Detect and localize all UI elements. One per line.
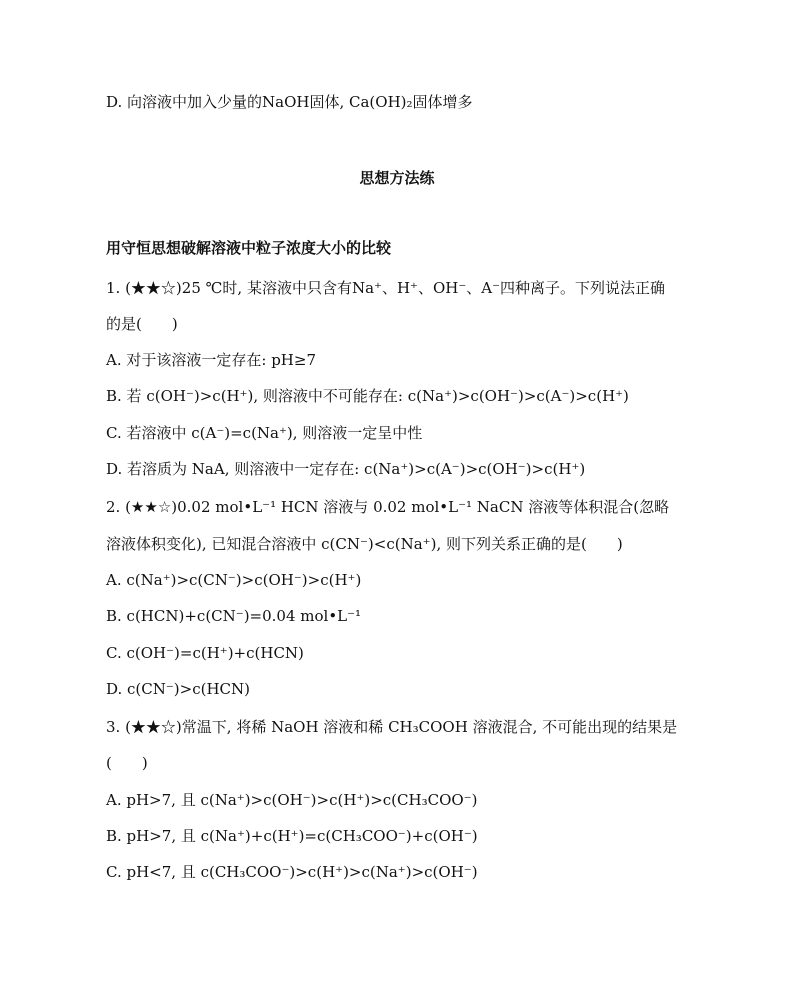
- question-1-option-d: D. 若溶质为 NaA, 则溶液中一定存在: c(Na⁺)>c(A⁻)>c(OH⁻)>c(H⁺): [106, 460, 586, 478]
- question-3-option-c: C. pH<7, 且 c(CH₃COO⁻)>c(H⁺)>c(Na⁺)>c(OH⁻): [106, 863, 478, 881]
- question-3-stem: 3. (★★☆)常温下, 将稀 NaOH 溶液和稀 CH₃COOH 溶液混合, 不可能出现的结果是: [106, 718, 678, 736]
- question-2-stem: 2. (★★☆)0.02 mol•L⁻¹ HCN 溶液与 0.02 mol•L⁻¹ NaCN 溶液等体积混合(忽略: [106, 498, 670, 516]
- question-2-stem-cont: 溶液体积变化), 已知混合溶液中 c(CN⁻)<c(Na⁺), 则下列关系正确的是( ): [106, 535, 623, 553]
- question-2-option-c: C. c(OH⁻)=c(H⁺)+c(HCN): [106, 644, 304, 662]
- question-1-option-c: C. 若溶液中 c(A⁻)=c(Na⁺), 则溶液一定呈中性: [106, 424, 423, 442]
- question-1-option-b: B. 若 c(OH⁻)>c(H⁺), 则溶液中不可能存在: c(Na⁺)>c(OH⁻)>c(A⁻)>c(H⁺): [106, 387, 629, 405]
- question-2-option-a: A. c(Na⁺)>c(CN⁻)>c(OH⁻)>c(H⁺): [106, 571, 362, 589]
- section-title: 思想方法练: [359, 169, 435, 187]
- question-3-option-b: B. pH>7, 且 c(Na⁺)+c(H⁺)=c(CH₃COO⁻)+c(OH⁻): [106, 827, 478, 845]
- question-1-option-a: A. 对于该溶液一定存在: pH≥7: [106, 351, 316, 369]
- question-3-stem-cont: ( ): [106, 754, 148, 772]
- option-d-previous: D. 向溶液中加入少量的NaOH固体, Ca(OH)₂固体增多: [106, 93, 473, 111]
- subsection-title: 用守恒思想破解溶液中粒子浓度大小的比较: [106, 239, 392, 257]
- question-3-option-a: A. pH>7, 且 c(Na⁺)>c(OH⁻)>c(H⁺)>c(CH₃COO⁻): [106, 791, 478, 809]
- question-1-stem-cont: 的是( ): [106, 315, 178, 333]
- question-2-option-b: B. c(HCN)+c(CN⁻)=0.04 mol•L⁻¹: [106, 607, 362, 625]
- question-1-stem: 1. (★★☆)25 ℃时, 某溶液中只含有Na⁺、H⁺、OH⁻、A⁻四种离子。下列说法正确: [106, 279, 665, 297]
- question-2-option-d: D. c(CN⁻)>c(HCN): [106, 680, 251, 698]
